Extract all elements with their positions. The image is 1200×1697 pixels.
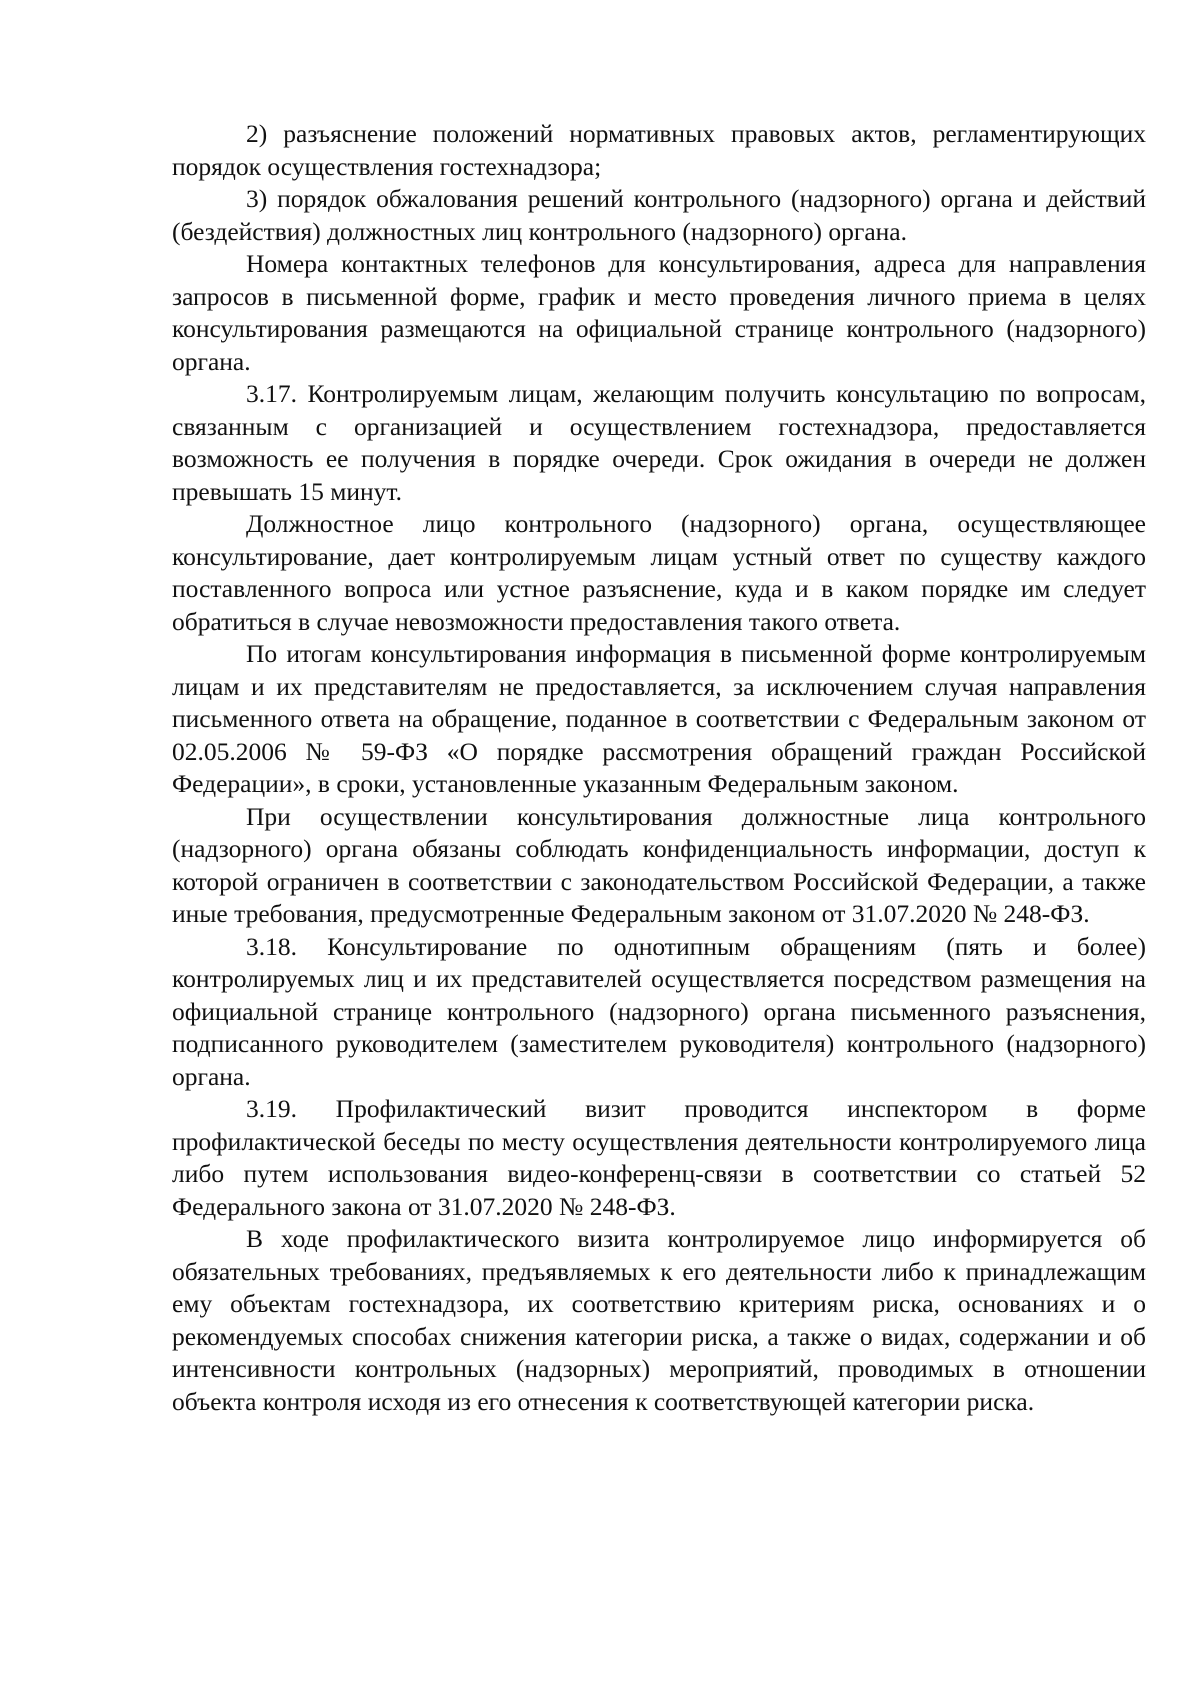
paragraph-oral-answer: Должностное лицо контрольного (надзорного) органа, осуществляющее консультирование, дает контролируемым лицам устный ответ по существу каждого поставленного вопроса или устное разъяснение, куда и в каком порядке им следует обратиться в случае невозможности предоставления такого ответа. xyxy=(172,509,1146,636)
paragraph-confidentiality: При осуществлении консультирования должностные лица контрольного (надзорного) органа обязаны соблюдать конфиденциальность информации, доступ к которой ограничен в соответствии с законодательством Российской Федерации, а также иные требования, предусмотренные Федеральным законом от 31.07.2020 № 248-ФЗ. xyxy=(172,801,1146,928)
paragraph-appeal-procedure: 3) порядок обжалования решений контрольного (надзорного) органа и действий (бездействия) должностных лиц контрольного (надзорного) органа. xyxy=(172,184,1146,246)
paragraph-preventive-visit-info: В ходе профилактического визита контролируемое лицо информируется об обязательных требованиях, предъявляемых к его деятельности либо к принадлежащим ему объектам гостехнадзора, их соответствию критериям риска, основаниях и о рекомендуемых способах снижения категории риска, а также о видах, содержании и об интенсивности контрольных (надзорных) мероприятий, проводимых в отношении объекта контроля исходя из его отнесения к соответствующей категории риска. xyxy=(172,1224,1146,1416)
paragraph-contact-info: Номера контактных телефонов для консультирования, адреса для направления запросов в письменной форме, график и место проведения личного приема в целях консультирования размещаются на официальной странице контрольного (надзорного) органа. xyxy=(172,249,1146,376)
paragraph-3-18: 3.18. Консультирование по однотипным обращениям (пять и более) контролируемых лиц и их представителей осуществляется посредством размещения на официальной странице контрольного (надзорного) органа письменного разъяснения, подписанного руководителем (заместителем руководителя) контрольного (надзорного) органа. xyxy=(172,931,1146,1091)
paragraph-written-info: По итогам консультирования информация в письменной форме контролируемым лицам и их представителям не предоставляется, за исключением случая направления письменного ответа на обращение, поданное в соответствии с Федеральным законом от 02.05.2006 № 59-ФЗ «О порядке рассмотрения обращений граждан Российской Федерации», в сроки, установленные указанным Федеральным законом. xyxy=(172,639,1146,798)
paragraph-clarification-of-acts: 2) разъяснение положений нормативных правовых актов, регламентирующих порядок осуществления гостехнадзора; xyxy=(172,119,1146,181)
paragraph-3-19: 3.19. Профилактический визит проводится инспектором в форме профилактической беседы по месту осуществления деятельности контролируемого лица либо путем использования видео-конференц-связи в соответствии со статьей 52 Федерального закона от 31.07.2020 № 248-ФЗ. xyxy=(172,1094,1146,1221)
document-body xyxy=(172,118,1146,1418)
paragraph-3-17: 3.17. Контролируемым лицам, желающим получить консультацию по вопросам, связанным с организацией и осуществлением гостехнадзора, предоставляется возможность ее получения в порядке очереди. Срок ожидания в очереди не должен превышать 15 минут. xyxy=(172,379,1146,506)
